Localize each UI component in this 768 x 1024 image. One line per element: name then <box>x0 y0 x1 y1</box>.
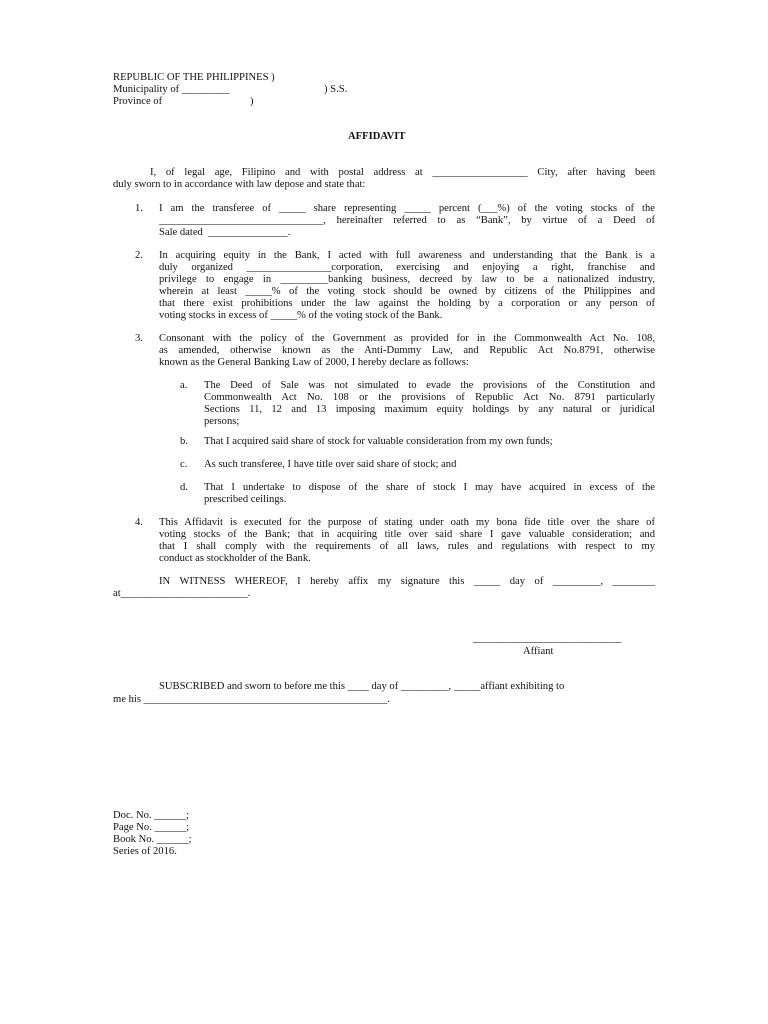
subitem-b-letter: b. <box>180 436 188 447</box>
item-2-line: privilege to engage in _________banking business, decreed by law to be a nationalized industry, <box>159 274 655 285</box>
item-2-line: voting stocks in excess of _____% of the voting stock of the Bank. <box>159 310 443 321</box>
subitem-a-letter: a. <box>180 380 188 391</box>
item-2-number: 2. <box>135 250 143 261</box>
notary-series: Series of 2016. <box>113 846 177 857</box>
item-1-line: _______________________________, hereinafter referred to as “Bank”, by virtue of a Deed of <box>159 215 655 226</box>
item-4-line: This Affidavit is executed for the purpose of stating under oath my bona fide title over the share of <box>159 517 655 528</box>
subitem-a-line: Commonwealth Act No. 108 or the provisions of Republic Act No. 8791 particularly <box>204 392 655 403</box>
item-4-number: 4. <box>135 517 143 528</box>
subitem-d-letter: d. <box>180 482 188 493</box>
item-4-line: voting stocks of the Bank; that in acquiring title over said share I gave valuable consideration; and <box>159 529 655 540</box>
signature-line: ____________________________ <box>473 633 622 644</box>
item-2-line: duly organized ________________corporation, exercising and enjoying a right, franchise and <box>159 262 655 273</box>
document-title: AFFIDAVIT <box>348 131 406 142</box>
header-province: Province of <box>113 96 163 107</box>
item-3-number: 3. <box>135 333 143 344</box>
subscribed-line-2: me his ______________________________________________. <box>113 694 390 705</box>
intro-line-2: duly sworn to in accordance with law depose and state that: <box>113 179 366 190</box>
witness-line-1: IN WITNESS WHEREOF, I hereby affix my signature this _____ day of _________, ________ <box>159 576 655 587</box>
item-3-line: known as the General Banking Law of 2000, I hereby declare as follows: <box>159 357 469 368</box>
notary-book-no: Book No. ______; <box>113 834 192 845</box>
subitem-b-line: That I acquired said share of stock for valuable consideration from my own funds; <box>204 436 553 447</box>
subitem-a-line: The Deed of Sale was not simulated to evade the provisions of the Constitution and <box>204 380 655 391</box>
subscribed-line-1: SUBSCRIBED and sworn to before me this ____ day of _________, _____affiant exhibiting to <box>159 681 565 692</box>
affiant-label: Affiant <box>523 646 554 657</box>
item-1-line: Sale dated _______________. <box>159 227 291 238</box>
item-2-line: wherein at least _____% of the voting stock should be owned by citizens of the Philippines and <box>159 286 655 297</box>
item-2-line: In acquiring equity in the Bank, I acted with full awareness and understanding that the Bank is a <box>159 250 655 261</box>
subitem-c-line: As such transferee, I have title over said share of stock; and <box>204 459 457 470</box>
intro-line-1: I, of legal age, Filipino and with postal address at __________________ City, after having been <box>150 167 655 178</box>
witness-line-2: at________________________. <box>113 588 251 599</box>
notary-doc-no: Doc. No. ______; <box>113 810 189 821</box>
item-3-line: Consonant with the policy of the Government as provided for in the Commonwealth Act No. 108, <box>159 333 655 344</box>
item-4-line: that I shall comply with the requirements of all laws, rules and regulations with respect to my <box>159 541 655 552</box>
item-4-line: conduct as stockholder of the Bank. <box>159 553 311 564</box>
header-municipality: Municipality of _________ <box>113 84 230 95</box>
subitem-d-line: That I undertake to dispose of the share of stock I may have acquired in excess of the <box>204 482 655 493</box>
item-2-line: that there exist prohibitions under the law against the holding by a corporation or any person of <box>159 298 655 309</box>
item-3-line: as amended, otherwise known as the Anti-Dummy Law, and Republic Act No.8791, otherwise <box>159 345 655 356</box>
header-ss: ) S.S. <box>324 84 348 95</box>
header-republic: REPUBLIC OF THE PHILIPPINES ) <box>113 72 275 83</box>
header-province-paren: ) <box>250 96 254 107</box>
subitem-c-letter: c. <box>180 459 188 470</box>
item-1-line: I am the transferee of _____ share representing _____ percent (___%) of the voting stocks of the <box>159 203 655 214</box>
notary-page-no: Page No. ______; <box>113 822 190 833</box>
item-1-number: 1. <box>135 203 143 214</box>
subitem-a-line: Sections 11, 12 and 13 imposing maximum equity holdings by any natural or juridical <box>204 404 655 415</box>
subitem-d-line: prescribed ceilings. <box>204 494 287 505</box>
subitem-a-line: persons; <box>204 416 240 427</box>
